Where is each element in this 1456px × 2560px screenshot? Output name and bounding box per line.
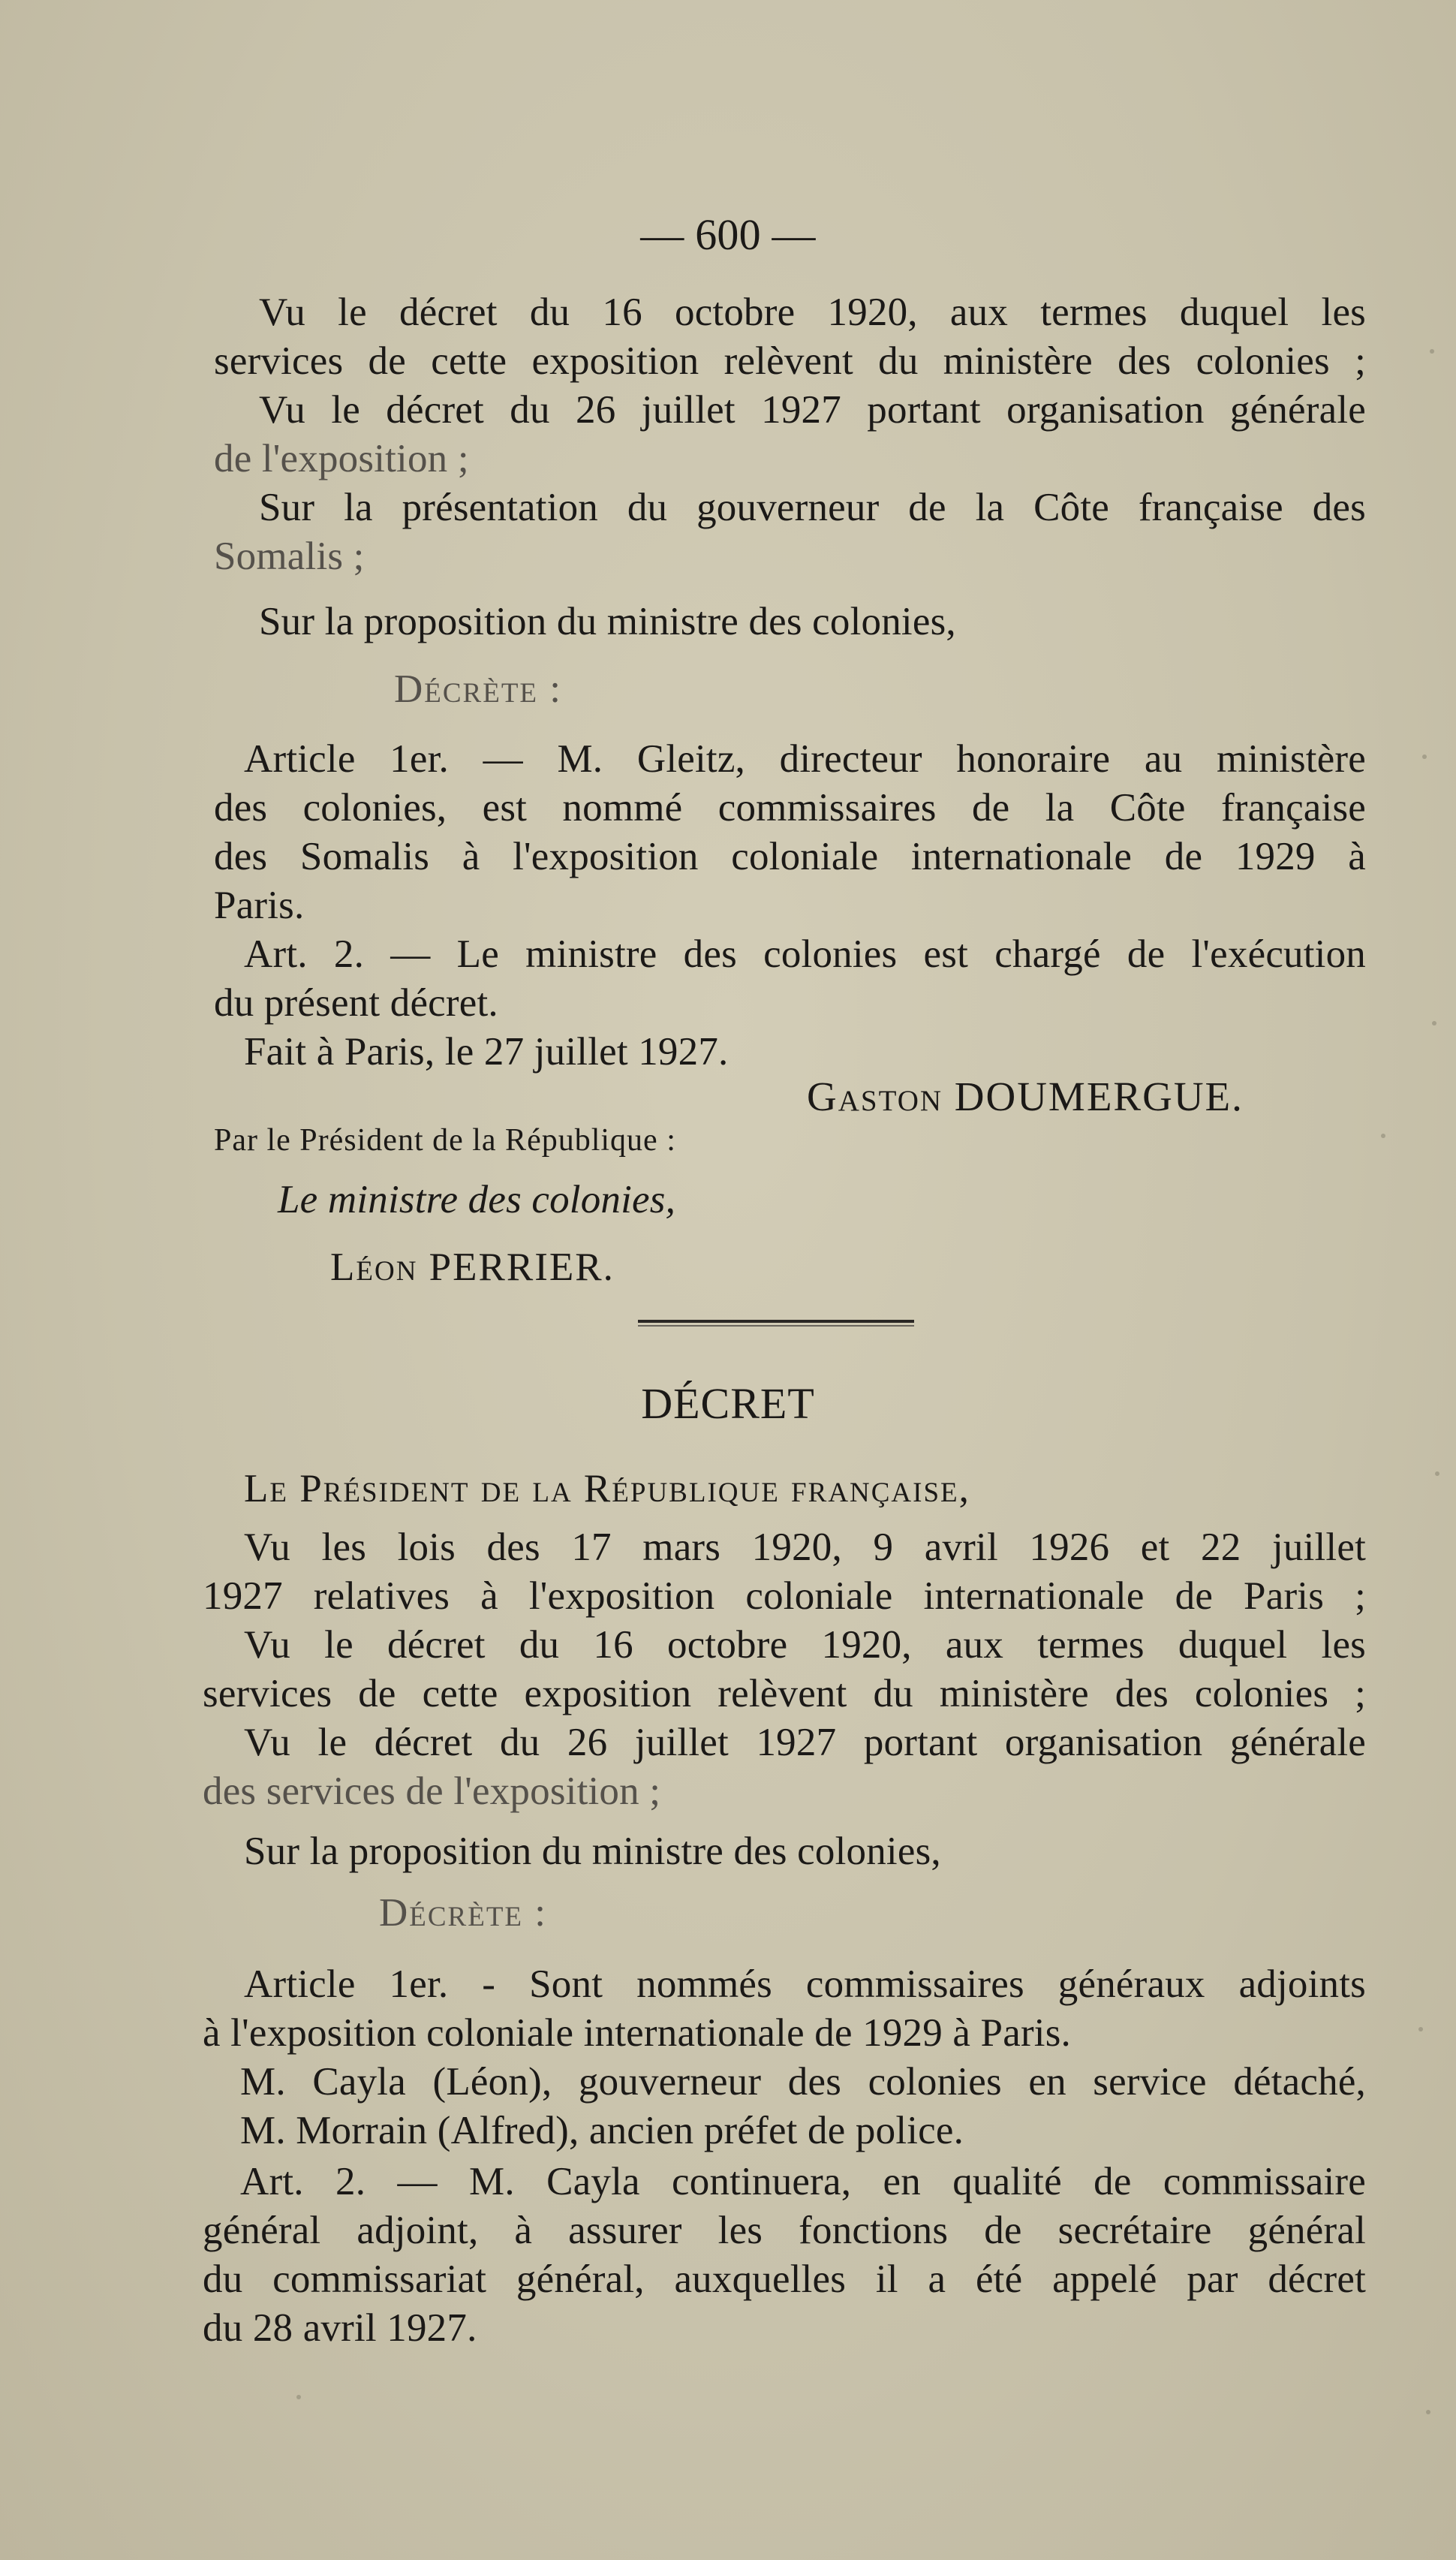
scan-speck — [1432, 1021, 1436, 1026]
decree2-article2-line: du commissariat général, auxquelles il a été appelé par décret — [203, 2257, 1366, 2301]
scan-speck — [296, 2395, 301, 2399]
decree2-line: Vu le décret du 16 octobre 1920, aux termes duquel les — [244, 1623, 1366, 1667]
decree1-article2-line: Art. 2. — Le ministre des colonies est chargé de l'exécution — [244, 932, 1366, 976]
scan-speck — [1426, 2410, 1430, 2414]
decree1-par-le-president: Par le Président de la République : — [214, 1123, 676, 1158]
scan-speck — [1430, 349, 1434, 354]
decree1-line: de l'exposition ; — [214, 437, 469, 480]
decree2-line: Sur la proposition du ministre des colonies, — [244, 1830, 941, 1873]
decree1-article1-line: Article 1er. — M. Gleitz, directeur honoraire au ministère — [244, 737, 1366, 781]
decree2-line: Vu les lois des 17 mars 1920, 9 avril 1926 et 22 juillet — [244, 1525, 1366, 1569]
decree1-signature: Gaston DOUMERGUE. — [807, 1074, 1244, 1119]
decree1-line: Vu le décret du 26 juillet 1927 portant organisation générale — [259, 388, 1366, 432]
decree2-article2-line: du 28 avril 1927. — [203, 2306, 477, 2350]
decree1-line: services de cette exposition relèvent du ministère des colonies ; — [214, 339, 1366, 383]
decree2-article2-line: général adjoint, à assurer les fonctions de secrétaire général — [203, 2209, 1366, 2252]
decree1-line: Somalis ; — [214, 535, 365, 578]
decree2-article1-line: à l'exposition coloniale internationale de 1929 à Paris. — [203, 2011, 1071, 2055]
decree1-decrete: Décrète : — [394, 667, 563, 711]
decree2-decrete: Décrète : — [379, 1891, 548, 1935]
decree2-article2-line: Art. 2. — M. Cayla continuera, en qualité de commissaire — [240, 2160, 1366, 2203]
decree1-article1-line: des Somalis à l'exposition coloniale internationale de 1929 à — [214, 835, 1366, 878]
scan-speck — [1435, 1471, 1439, 1476]
decree2-article1-line: M. Morrain (Alfred), ancien préfet de police. — [240, 2109, 964, 2152]
decree2-article1-line: Article 1er. - Sont nommés commissaires généraux adjoints — [244, 1962, 1366, 2006]
decree1-article1-line: Paris. — [214, 884, 305, 927]
decree1-ministre-name: Léon PERRIER. — [330, 1245, 615, 1289]
decree1-line: Sur la proposition du ministre des colonies, — [259, 600, 956, 643]
decree1-line: Vu le décret du 16 octobre 1920, aux termes duquel les — [259, 291, 1366, 334]
decree2-article1-line: M. Cayla (Léon), gouverneur des colonies en service détaché, — [240, 2060, 1366, 2104]
scan-speck — [1422, 754, 1427, 759]
decree2-line: Vu le décret du 26 juillet 1927 portant organisation générale — [244, 1721, 1366, 1764]
decree2-line: services de cette exposition relèvent du ministère des colonies ; — [203, 1672, 1366, 1715]
decree1-fait: Fait à Paris, le 27 juillet 1927. — [244, 1030, 729, 1074]
scan-speck — [1418, 2027, 1423, 2031]
scan-speck — [1381, 1134, 1385, 1138]
decree2-line: 1927 relatives à l'exposition coloniale internationale de Paris ; — [203, 1574, 1366, 1618]
decree2-preamble: Le Président de la République française, — [244, 1467, 970, 1510]
decree1-article2-line: du présent décret. — [214, 981, 498, 1025]
decree2-title: DÉCRET — [641, 1379, 815, 1428]
decree1-ministre: Le ministre des colonies, — [278, 1178, 676, 1221]
decree1-line: Sur la présentation du gouverneur de la Côte française des — [259, 486, 1366, 529]
decree2-line: des services de l'exposition ; — [203, 1769, 661, 1813]
decree1-article1-line: des colonies, est nommé commissaires de la Côte française — [214, 786, 1366, 830]
page-number: — 600 — — [640, 210, 816, 259]
separator-rule — [638, 1320, 914, 1327]
